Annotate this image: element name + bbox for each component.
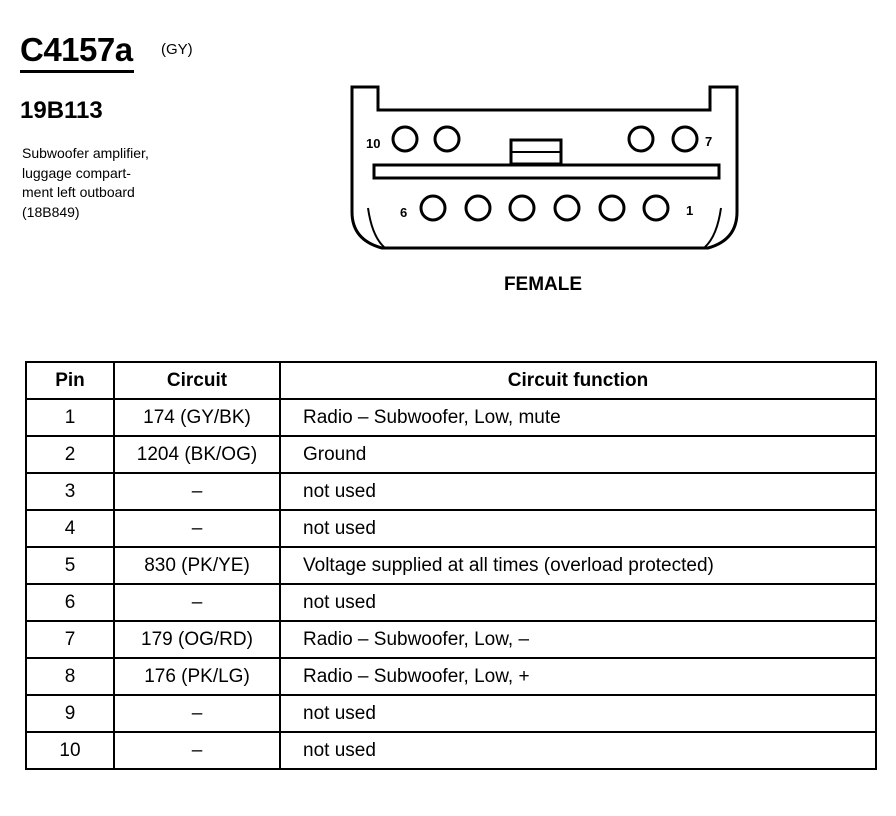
pin-cell: 5 [26,547,114,584]
pin-cavity-8 [629,127,653,151]
table-row [26,547,876,584]
pin-cavity-1 [644,196,668,220]
table-header-row [26,362,876,399]
description-line: ment left outboard [22,184,135,200]
function-cell: Radio – Subwoofer, Low, – [280,621,876,658]
function-cell: not used [280,695,876,732]
pin-cell: 9 [26,695,114,732]
column-header-function: Circuit function [280,362,876,399]
pin-cavity-5 [466,196,490,220]
circuit-cell: – [114,473,280,510]
pin-cell: 4 [26,510,114,547]
pin-cell: 6 [26,584,114,621]
part-number: 19B113 [20,97,103,124]
circuit-cell: – [114,510,280,547]
pin-label-7: 7 [705,134,713,149]
function-cell: Ground [280,436,876,473]
pin-cavity-10 [393,127,417,151]
table-row [26,436,876,473]
connector-color-code: (GY) [161,41,193,58]
description-line: (18B849) [22,203,80,220]
table-row [26,510,876,547]
column-header-circuit: Circuit [114,362,280,399]
pin-cavity-3 [555,196,579,220]
function-cell: not used [280,510,876,547]
function-cell: not used [280,473,876,510]
circuit-cell: – [114,695,280,732]
pin-cell: 7 [26,621,114,658]
pin-label-1: 1 [686,203,694,218]
pin-cell: 3 [26,473,114,510]
pin-cell: 1 [26,399,114,436]
connector-gender-label: FEMALE [503,274,583,295]
description-line: Subwoofer amplifier, [22,145,149,161]
housing-inner-corner-left [368,208,384,247]
description-line: luggage compart- [22,164,131,181]
function-cell: not used [280,732,876,769]
circuit-cell: – [114,732,280,769]
table-row [26,695,876,732]
connector-face-diagram [0,0,896,300]
pin-label-10: 10 [366,136,381,151]
circuit-cell: – [114,584,280,621]
pinout-table [25,361,877,770]
pin-cavity-4 [510,196,534,220]
table-row [26,621,876,658]
table-row [26,732,876,769]
pin-cavity-9 [435,127,459,151]
circuit-cell: 830 (PK/YE) [114,547,280,584]
function-cell: Voltage supplied at all times (overload protected) [280,547,876,584]
circuit-cell: 174 (GY/BK) [114,399,280,436]
circuit-cell: 179 (OG/RD) [114,621,280,658]
pin-cell: 2 [26,436,114,473]
function-cell: not used [280,584,876,621]
function-cell: Radio – Subwoofer, Low, mute [280,399,876,436]
table-row [26,473,876,510]
pin-cavity-7 [673,127,697,151]
pin-cavity-6 [421,196,445,220]
pin-label-6: 6 [400,205,408,220]
table-row [26,399,876,436]
function-cell: Radio – Subwoofer, Low, + [280,658,876,695]
pin-cell: 8 [26,658,114,695]
table-row [26,658,876,695]
center-rib [374,165,719,178]
pin-cavity-2 [600,196,624,220]
connector-id: C4157a [20,31,133,68]
housing-inner-corner-right [705,208,721,247]
table-row [26,584,876,621]
circuit-cell: 176 (PK/LG) [114,658,280,695]
circuit-cell: 1204 (BK/OG) [114,436,280,473]
column-header-pin: Pin [26,362,114,399]
pin-cell: 10 [26,732,114,769]
